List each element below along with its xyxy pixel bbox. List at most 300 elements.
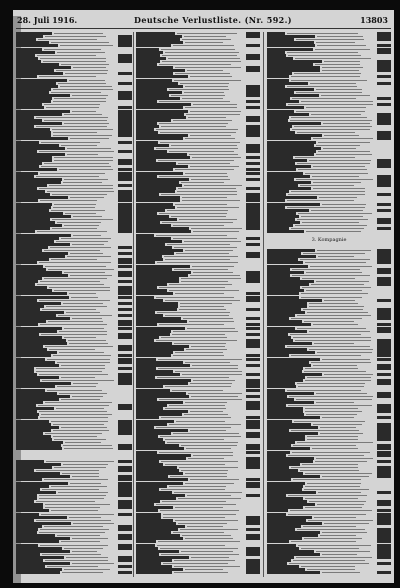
detail-text xyxy=(49,349,95,350)
text-line xyxy=(267,571,391,574)
detail-text xyxy=(305,408,358,409)
detail-text xyxy=(287,200,354,201)
detail-text xyxy=(59,169,113,170)
detail-text xyxy=(316,402,354,403)
detail-text xyxy=(53,101,106,102)
detail-text xyxy=(38,39,97,40)
detail-text xyxy=(184,414,228,415)
detail-text xyxy=(320,433,363,434)
detail-text xyxy=(186,114,240,115)
detail-text xyxy=(315,461,367,462)
detail-text xyxy=(309,331,370,332)
detail-text xyxy=(157,377,229,378)
detail-text xyxy=(190,479,239,480)
detail-text xyxy=(165,386,231,387)
detail-text xyxy=(310,83,356,84)
detail-text xyxy=(161,126,226,127)
detail-text xyxy=(291,228,364,229)
detail-text xyxy=(36,501,95,502)
detail-text xyxy=(322,476,369,477)
detail-text xyxy=(316,393,367,394)
detail-text xyxy=(297,328,366,329)
detail-text xyxy=(57,386,96,387)
detail-text xyxy=(297,529,365,530)
detail-text xyxy=(287,390,361,391)
detail-text xyxy=(319,197,357,198)
detail-text xyxy=(53,135,112,136)
detail-text xyxy=(322,572,360,573)
detail-text xyxy=(291,355,361,356)
detail-text xyxy=(294,421,365,422)
detail-text xyxy=(313,166,365,167)
detail-text xyxy=(291,80,367,81)
detail-text xyxy=(56,70,108,71)
detail-text xyxy=(45,36,106,37)
detail-text xyxy=(296,179,373,180)
detail-text xyxy=(294,73,361,74)
detail-text xyxy=(173,225,224,226)
detail-text xyxy=(316,458,373,459)
detail-text xyxy=(169,424,241,425)
detail-text xyxy=(312,448,358,449)
text-line xyxy=(16,571,132,574)
detail-text xyxy=(72,476,99,477)
detail-text xyxy=(188,458,224,459)
detail-text xyxy=(44,163,109,164)
detail-text xyxy=(177,207,239,208)
detail-text xyxy=(161,489,225,490)
detail-text xyxy=(291,318,362,319)
detail-text xyxy=(156,504,236,505)
detail-text xyxy=(324,523,369,524)
detail-text xyxy=(323,148,356,149)
detail-text xyxy=(53,89,113,90)
detail-text xyxy=(159,213,227,214)
name-entry xyxy=(136,571,172,574)
detail-text xyxy=(180,83,229,84)
detail-text xyxy=(45,346,113,347)
detail-text xyxy=(321,95,370,96)
detail-text xyxy=(47,390,102,391)
detail-text xyxy=(311,114,361,115)
detail-text xyxy=(51,486,107,487)
detail-text xyxy=(52,129,113,130)
detail-text xyxy=(66,557,108,558)
detail-text xyxy=(165,300,240,301)
detail-text xyxy=(287,346,370,347)
detail-text xyxy=(156,129,238,130)
status-text xyxy=(377,571,391,574)
detail-text xyxy=(185,569,223,570)
detail-text xyxy=(309,349,373,350)
detail-text xyxy=(158,359,242,360)
detail-text xyxy=(160,142,240,143)
detail-text xyxy=(63,303,103,304)
detail-text xyxy=(183,318,233,319)
detail-text xyxy=(67,154,98,155)
detail-text xyxy=(178,163,230,164)
detail-text xyxy=(163,514,236,515)
detail-text xyxy=(64,328,104,329)
detail-text xyxy=(173,238,237,239)
detail-text xyxy=(324,61,360,62)
detail-text xyxy=(179,467,238,468)
detail-text xyxy=(159,123,228,124)
detail-text xyxy=(324,300,355,301)
detail-text xyxy=(72,396,103,397)
detail-text xyxy=(53,207,95,208)
detail-text xyxy=(73,67,106,68)
detail-text xyxy=(156,148,238,149)
column-2 xyxy=(136,32,260,579)
detail-text xyxy=(185,138,235,139)
detail-text xyxy=(59,352,104,353)
detail-text xyxy=(72,111,96,112)
detail-text xyxy=(193,455,233,456)
detail-text xyxy=(73,523,114,524)
detail-text xyxy=(293,337,371,338)
detail-text xyxy=(300,259,370,260)
detail-text xyxy=(39,300,110,301)
detail-text xyxy=(191,396,238,397)
detail-text xyxy=(177,33,237,34)
page-header xyxy=(13,13,394,27)
detail-text xyxy=(165,259,230,260)
detail-text xyxy=(190,411,223,412)
detail-text xyxy=(162,61,241,62)
detail-text xyxy=(288,194,365,195)
detail-text xyxy=(322,359,370,360)
detail-text xyxy=(193,104,237,105)
detail-text xyxy=(72,244,104,245)
column-divider-2 xyxy=(263,32,264,577)
detail-text xyxy=(40,529,109,530)
detail-text xyxy=(51,42,109,43)
detail-text xyxy=(70,138,109,139)
detail-text xyxy=(36,470,99,471)
detail-text xyxy=(61,145,97,146)
detail-text xyxy=(36,520,111,521)
column-divider-1 xyxy=(133,32,134,577)
detail-text xyxy=(53,430,109,431)
detail-text xyxy=(180,306,224,307)
detail-text xyxy=(307,483,361,484)
detail-text xyxy=(54,157,113,158)
detail-text xyxy=(158,160,234,161)
detail-text xyxy=(181,445,237,446)
detail-text xyxy=(60,45,113,46)
detail-text xyxy=(301,297,362,298)
detail-text xyxy=(51,421,108,422)
detail-text xyxy=(294,126,372,127)
detail-text xyxy=(40,417,108,418)
detail-text xyxy=(178,498,241,499)
detail-text xyxy=(292,269,360,270)
detail-text xyxy=(190,76,232,77)
detail-text xyxy=(309,160,371,161)
detail-text xyxy=(171,145,237,146)
detail-text xyxy=(40,545,108,546)
detail-text xyxy=(36,371,102,372)
detail-text xyxy=(54,467,106,468)
status-text xyxy=(118,447,132,450)
detail-text xyxy=(36,176,99,177)
text-line xyxy=(267,230,391,233)
detail-text xyxy=(174,269,228,270)
detail-text xyxy=(175,67,241,68)
detail-text xyxy=(45,560,108,561)
detail-text xyxy=(182,98,223,99)
detail-text xyxy=(190,430,226,431)
detail-text xyxy=(301,548,359,549)
detail-text xyxy=(39,498,104,499)
detail-text xyxy=(64,225,99,226)
detail-text xyxy=(159,324,224,325)
detail-text xyxy=(54,160,113,161)
detail-text xyxy=(322,204,366,205)
detail-text xyxy=(317,352,372,353)
detail-text xyxy=(297,383,365,384)
column-3 xyxy=(267,32,391,579)
detail-text xyxy=(46,306,107,307)
detail-text xyxy=(176,421,225,422)
detail-text xyxy=(38,405,109,406)
detail-text xyxy=(174,343,226,344)
detail-text xyxy=(61,399,100,400)
detail-text xyxy=(313,182,361,183)
detail-text xyxy=(174,247,237,248)
detail-text xyxy=(307,312,368,313)
detail-text xyxy=(288,495,367,496)
detail-text xyxy=(316,154,372,155)
detail-text xyxy=(64,179,108,180)
detail-text xyxy=(174,80,241,81)
detail-text xyxy=(185,173,227,174)
detail-text xyxy=(65,73,107,74)
detail-text xyxy=(298,386,364,387)
detail-text xyxy=(169,151,234,152)
detail-text xyxy=(42,380,114,381)
detail-text xyxy=(301,566,355,567)
detail-text xyxy=(165,439,224,440)
detail-text xyxy=(174,572,228,573)
detail-text xyxy=(289,563,369,564)
detail-text xyxy=(313,324,358,325)
detail-text xyxy=(322,554,357,555)
detail-text xyxy=(169,89,229,90)
detail-text xyxy=(187,495,231,496)
detail-text xyxy=(69,80,105,81)
detail-text xyxy=(67,148,111,149)
detail-text xyxy=(301,101,373,102)
detail-text xyxy=(72,538,108,539)
detail-text xyxy=(187,328,235,329)
detail-text xyxy=(42,489,99,490)
detail-text xyxy=(53,436,97,437)
detail-text xyxy=(37,284,104,285)
detail-text xyxy=(165,52,239,53)
detail-text xyxy=(307,569,355,570)
detail-text xyxy=(298,213,372,214)
detail-text xyxy=(313,138,373,139)
detail-text xyxy=(185,250,233,251)
detail-text xyxy=(191,557,229,558)
detail-text xyxy=(193,380,235,381)
detail-text xyxy=(41,334,107,335)
detail-text xyxy=(313,365,357,366)
detail-text xyxy=(311,362,371,363)
detail-text xyxy=(182,197,227,198)
detail-text xyxy=(185,538,233,539)
name-entry xyxy=(267,571,320,574)
status-text xyxy=(118,571,132,574)
detail-text xyxy=(305,173,368,174)
detail-text xyxy=(315,64,360,65)
detail-text xyxy=(167,210,228,211)
detail-text xyxy=(72,95,108,96)
detail-text xyxy=(39,374,108,375)
detail-text xyxy=(189,154,238,155)
detail-text xyxy=(40,200,97,201)
detail-text xyxy=(306,290,362,291)
detail-text xyxy=(165,464,225,465)
detail-text xyxy=(67,256,111,257)
detail-text xyxy=(307,377,371,378)
detail-text xyxy=(324,374,373,375)
detail-text xyxy=(193,272,233,273)
detail-text xyxy=(165,315,229,316)
detail-text xyxy=(173,355,224,356)
detail-text xyxy=(322,67,363,68)
detail-text xyxy=(41,414,112,415)
detail-text xyxy=(156,235,227,236)
detail-text xyxy=(309,306,364,307)
detail-text xyxy=(39,411,107,412)
detail-text xyxy=(175,204,227,205)
detail-text xyxy=(287,86,357,87)
detail-text xyxy=(291,541,356,542)
detail-text xyxy=(305,473,372,474)
detail-text xyxy=(72,318,102,319)
detail-text xyxy=(287,33,358,34)
detail-text xyxy=(291,467,358,468)
detail-text xyxy=(45,266,106,267)
detail-text xyxy=(316,145,360,146)
detail-text xyxy=(65,213,96,214)
detail-text xyxy=(305,262,366,263)
detail-text xyxy=(42,309,96,310)
detail-text xyxy=(181,278,241,279)
detail-text xyxy=(320,535,356,536)
detail-text xyxy=(44,526,103,527)
detail-text xyxy=(62,572,103,573)
detail-text xyxy=(318,492,361,493)
detail-text xyxy=(305,507,362,508)
column-1 xyxy=(16,32,132,579)
detail-text xyxy=(191,228,242,229)
detail-text xyxy=(173,331,238,332)
detail-text xyxy=(71,297,98,298)
detail-text xyxy=(36,368,105,369)
detail-text xyxy=(58,83,106,84)
detail-text xyxy=(287,207,365,208)
detail-text xyxy=(59,393,107,394)
detail-text xyxy=(290,120,372,121)
detail-text xyxy=(47,359,110,360)
issue-number: (Nr. 592.) xyxy=(244,15,292,25)
detail-text xyxy=(161,49,235,50)
detail-text xyxy=(308,520,373,521)
detail-text xyxy=(162,55,237,56)
detail-text xyxy=(171,95,225,96)
detail-text xyxy=(305,368,358,369)
detail-text xyxy=(305,380,371,381)
detail-text xyxy=(163,563,228,564)
detail-text xyxy=(40,58,106,59)
detail-text xyxy=(190,111,241,112)
detail-text xyxy=(304,489,369,490)
detail-text xyxy=(185,107,237,108)
detail-text xyxy=(307,439,358,440)
detail-text xyxy=(185,473,227,474)
detail-text xyxy=(157,312,230,313)
detail-text xyxy=(312,176,359,177)
header-page-number: 13803 xyxy=(360,15,388,25)
detail-text xyxy=(53,132,97,133)
detail-text xyxy=(296,557,372,558)
detail-text xyxy=(39,532,105,533)
detail-text xyxy=(54,290,110,291)
detail-text xyxy=(316,551,370,552)
detail-text xyxy=(66,312,100,313)
detail-text xyxy=(296,399,372,400)
detail-text xyxy=(290,510,372,511)
detail-text xyxy=(159,287,225,288)
detail-text xyxy=(309,501,366,502)
detail-text xyxy=(40,324,107,325)
detail-text xyxy=(73,235,101,236)
detail-text xyxy=(177,191,237,192)
detail-text xyxy=(324,135,359,136)
detail-text xyxy=(181,470,228,471)
detail-text xyxy=(159,399,242,400)
detail-text xyxy=(43,61,106,62)
detail-text xyxy=(313,188,365,189)
detail-text xyxy=(189,321,234,322)
status-text xyxy=(246,571,260,574)
detail-text xyxy=(158,541,240,542)
detail-text xyxy=(37,231,107,232)
detail-text xyxy=(317,45,366,46)
detail-text xyxy=(190,135,231,136)
detail-text xyxy=(190,383,232,384)
detail-text xyxy=(297,442,373,443)
detail-text xyxy=(59,331,107,332)
detail-text xyxy=(174,560,235,561)
detail-text xyxy=(300,470,359,471)
detail-text xyxy=(287,52,358,53)
detail-text xyxy=(64,548,103,549)
detail-text xyxy=(297,219,368,220)
header-rule xyxy=(16,28,391,29)
detail-text xyxy=(315,49,370,50)
detail-text xyxy=(293,560,365,561)
detail-text xyxy=(39,76,96,77)
detail-text xyxy=(54,439,106,440)
detail-text xyxy=(304,321,354,322)
detail-text xyxy=(69,517,101,518)
detail-text xyxy=(69,343,108,344)
